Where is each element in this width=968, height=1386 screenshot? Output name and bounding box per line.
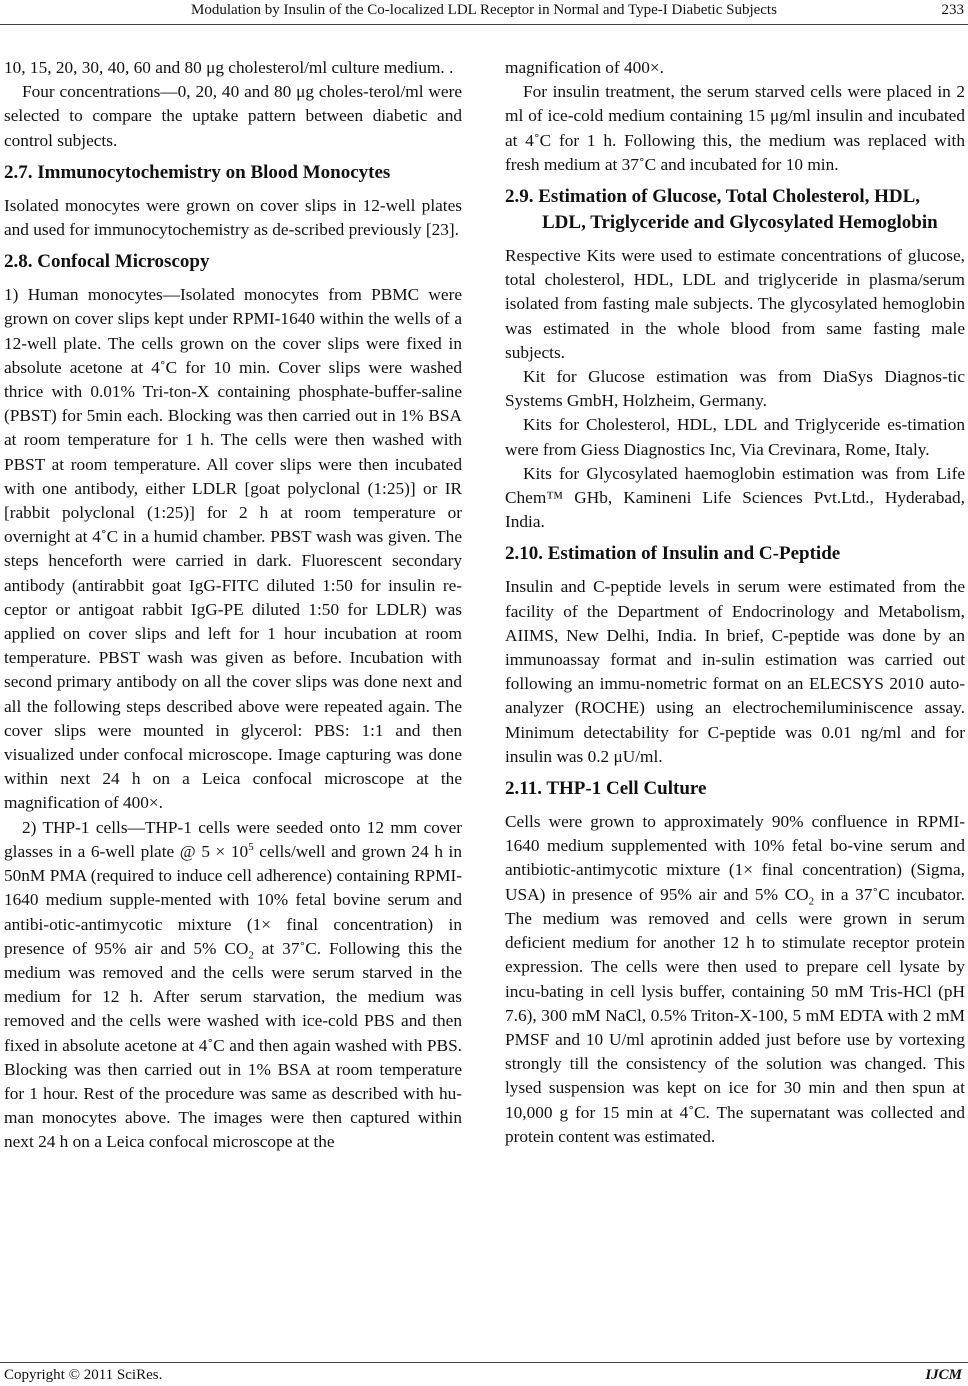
section-heading-2-7: 2.7. Immunocytochemistry on Blood Monocytes [4,161,391,183]
superscript: 5 [248,841,254,854]
paragraph-kits: Respective Kits were used to estimate concentrations of glucose, total cholesterol, HDL, LDL and triglyceride in plasma/serum isolated from fasting male subjects. The glycosylated hemoglobin was estimated in the whole blood from same fasting male subjects. [505,246,965,362]
subscript: 2 [248,949,254,962]
text-run: at 37˚C. Following this the medium was removed and the cells were serum starved in the medium for 12 h. After serum starvation, the medium was removed and the cells were washed with ice-cold PBS and then fixed in absolute acetone at 4˚C and then again washed with PBS. Blocking was then carried out in 1% BSA at room temperature for 1 hour. Rest of the procedure was same as described with hu-man monocytes above. The images were then captured within next 24 h on a Leica confocal microscope at the [4,938,462,1152]
text-run: cells/well and grown 24 h in 50nM PMA (required to induce cell adherence) containing RPMI-1640 medium supple-mented with 10% fetal bovine serum and antibi-otic-antimycotic mixture (1× final concentration) in presence of 95% air and 5% CO [4,841,463,958]
text-run: Cells were grown to approximately 90% confluence in RPMI-1640 medium supplemented with 10% fetal bo-vine serum and antibiotic-antimycotic mixture (1× final concentration) (Sigma, USA) in presence of 95% air and 5% CO [505,812,965,904]
section-heading-2-10: 2.10. Estimation of Insulin and C-Peptide [505,543,841,565]
right-column [505,56,965,1149]
text-run: 2) THP-1 cells—THP-1 cells were seeded onto 12 mm cover glasses in a 6-well plate @ 5 × 10 [4,817,462,861]
paragraph-human-monocytes: 1) Human monocytes—Isolated monocytes from PBMC were grown on cover slips kept under RPMI-1640 within the wells of a 12-well plate. The cells grown on the cover slips were fixed in absolute acetone at 4˚C for 10 min. Cover slips were washed thrice with 0.01% Tri-ton-X containing phosphate-buffer-saline (PBST) for 5min each. Blocking was then carried out in 1% BSA at room temperature for 1 h. The cells were then washed with PBST at room temperature. All cover slips were then incubated with one antibody, either LDLR [goat polyclonal (1:25)] or IR [rabbit polyclonal (1:25)] for 2 h at room temperature or overnight at 4˚C in a humid chamber. PBST wash was given. The steps henceforth were carried in dark. Fluorescent secondary antibody (antirabbit goat IgG-FITC diluted 1:50 for insulin re-ceptor or antigoat rabbit IgG-PE diluted 1:50 for LDLR) was applied on cover slips and left for 1 hour incubation at room temperature. PBST wash was given as before. Incubation with second primary antibody on all the cover slips was done next and all the following steps described above were repeated again. The cover slips were mounted in glycerol: PBS: 1:1 and then visualized under confocal microscope. Image capturing was done within next 24 h on a Leica confocal microscope at the magnification of 400×. [4,285,462,813]
running-head [0,0,968,25]
text-run: in a 37˚C incubator. The medium was removed and cells were grown in serum deficient medium for another 12 h to stimulate receptor protein expression. The cells were then used to prepare cell lysate by incu-bating in cell lysis buffer, containing 50 mM Tris-HCl (pH 7.6), 300 mM NaCl, 0.5% Triton-X-100, 5 mM EDTA with 2 mM PMSF and 10 U/ml aprotinin added just before use by vortexing strongly till the consistency of the solution was changed. This lysed suspension was kept on ice for 30 min and then spun at 10,000 g for 15 min at 4˚C. The supernatant was collected and protein content was estimated. [505,884,965,1146]
paragraph-thp1-culture [505,810,965,1149]
paragraph-continued: 10, 15, 20, 30, 40, 60 and 80 μg cholesterol/ml culture medium. . [4,58,454,77]
journal-abbreviation: IJCM [925,1367,962,1383]
paragraph-concentrations: Four concentrations—0, 20, 40 and 80 μg choles-terol/ml were selected to compare the uptake pattern between diabetic and control subjects. [4,82,462,150]
subscript: 2 [808,895,815,908]
paragraph-insulin-treatment: For insulin treatment, the serum starved cells were placed in 2 ml of ice-cold medium containing 15 μg/ml insulin and incubated at 4˚C for 1 h. Following this, the medium was replaced with fresh medium at 37˚C and incubated for 10 min. [505,82,965,174]
paragraph-continued-right: magnification of 400×. [505,58,664,77]
page-number: 233 [941,2,964,18]
paragraph-thp1-cells [4,816,462,1155]
paragraph-cholesterol-kit: Kits for Cholesterol, HDL, LDL and Triglyceride es-timation were from Giess Diagnostics Inc, Via Crevinara, Rome, Italy. [505,415,965,459]
copyright-notice: Copyright © 2011 SciRes. [4,1367,163,1383]
paragraph-insulin-cpeptide: Insulin and C-peptide levels in serum were estimated from the facility of the Department of Endocrinology and Metabolism, AIIMS, New Delhi, India. In brief, C-peptide was done by an immunoassay format and in-sulin estimation was carried out following an immu-nometric format on an ELECSYS 2010 auto-analyzer (ROCHE) using an electrochemiluminiscence assay. Minimum detectability for C-peptide was 0.01 ng/ml and for insulin was 0.2 μU/ml. [505,577,965,766]
section-heading-2-9: 2.9. Estimation of Glucose, Total Cholesterol, HDL, LDL, Triglyceride and Glycosylated Hemoglobin [505,186,938,234]
left-column [4,56,462,1155]
section-heading-2-8: 2.8. Confocal Microscopy [4,251,210,273]
running-title: Modulation by Insulin of the Co-localized LDL Receptor in Normal and Type-I Diabetic Subjects [191,2,777,18]
paragraph-glucose-kit: Kit for Glucose estimation was from DiaSys Diagnos-tic Systems GmbH, Holzheim, Germany. [505,367,965,411]
paragraph-hemoglobin-kit: Kits for Glycosylated haemoglobin estimation was from Life Chem™ GHb, Kamineni Life Sciences Pvt.Ltd., Hyderabad, India. [505,463,965,532]
page-footer [0,1362,968,1385]
section-heading-2-11: 2.11. THP-1 Cell Culture [505,778,707,800]
paragraph-immunocytochemistry: Isolated monocytes were grown on cover slips in 12-well plates and used for immunocytochemistry as de-scribed previously [23]. [4,195,462,240]
